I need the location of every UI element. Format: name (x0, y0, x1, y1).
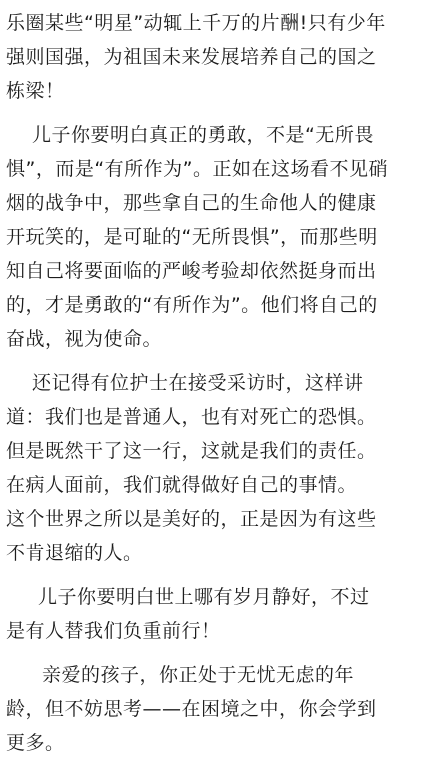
paragraph-3-line-6: 不肯退缩的人。 (6, 542, 143, 564)
paragraph-4-line-2: 是有人替我们负重前行！ (6, 620, 221, 642)
paragraph-4-line-1: 儿子你要明白世上哪有岁月静好，不过 (38, 586, 370, 608)
paragraph-3-line-5: 这个世界之所以是美好的，正是因为有这些 (6, 508, 377, 530)
paragraph-2-line-4: 开玩笑的，是可耻的“无所畏惧”，而那些明 (6, 226, 378, 248)
paragraph-1-line-1: 乐圈某些“明星”动辄上千万的片酬!只有少年 (6, 12, 386, 34)
paragraph-3-line-1: 还记得有位护士在接受采访时，这样讲 (32, 372, 364, 394)
paragraph-1-line-3: 栋梁！ (6, 80, 65, 102)
paragraph-2-line-1: 儿子你要明白真正的勇敢，不是“无所畏 (32, 124, 374, 146)
paragraph-2-line-3: 烟的战争中，那些拿自己的生命他人的健康 (6, 192, 377, 214)
paragraph-5-line-2: 龄，但不妨思考——在困境之中，你会学到 (6, 698, 377, 720)
paragraph-1-line-2: 强则国强，为祖国未来发展培养自己的国之 (6, 46, 377, 68)
paragraph-3-line-2: 道：我们也是普通人，也有对死亡的恐惧。 (6, 406, 377, 428)
paragraph-2-line-7: 奋战，视为使命。 (6, 328, 163, 350)
paragraph-3-line-4: 在病人面前，我们就得做好自己的事情。 (6, 474, 358, 496)
paragraph-2-line-6: 的，才是勇敢的“有所作为”。他们将自己的 (6, 294, 378, 316)
paragraph-5-line-1: 亲爱的孩子，你正处于无忧无虑的年 (42, 664, 355, 686)
paragraph-2-line-2: 惧”，而是“有所作为”。正如在这场看不见硝 (6, 158, 389, 180)
paragraph-2-line-5: 知自己将要面临的严峻考验却依然挺身而出 (6, 260, 377, 282)
paragraph-3-line-3: 但是既然干了这一行，这就是我们的责任。 (6, 440, 377, 462)
paragraph-5-line-3: 更多。 (6, 732, 65, 754)
